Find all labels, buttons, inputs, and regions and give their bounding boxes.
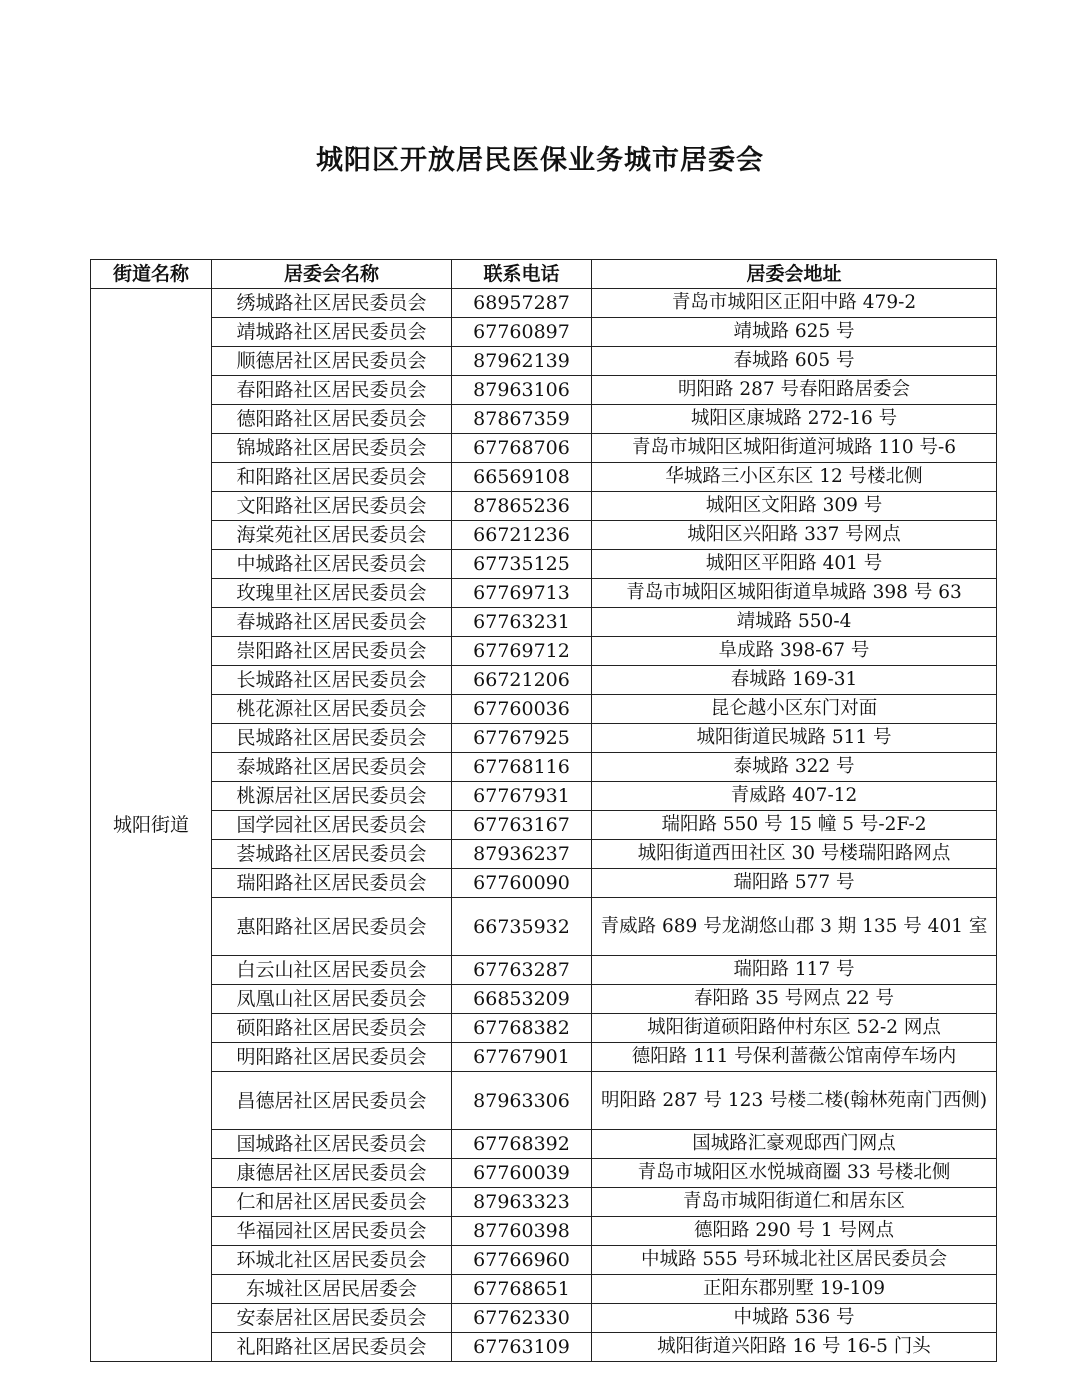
- committee-name-cell: 春城路社区居民委员会: [212, 608, 452, 637]
- address-cell: 城阳街道硕阳路仲村东区 52-2 网点: [592, 1014, 997, 1043]
- phone-cell: 87963306: [452, 1072, 592, 1130]
- committee-name-cell: 民城路社区居民委员会: [212, 724, 452, 753]
- phone-cell: 67760039: [452, 1159, 592, 1188]
- phone-cell: 67768706: [452, 434, 592, 463]
- address-cell: 靖城路 625 号: [592, 318, 997, 347]
- phone-cell: 67768392: [452, 1130, 592, 1159]
- address-cell: 靖城路 550-4: [592, 608, 997, 637]
- phone-cell: 67768651: [452, 1275, 592, 1304]
- table-row: [91, 521, 997, 550]
- phone-cell: 67767925: [452, 724, 592, 753]
- phone-cell: 66721206: [452, 666, 592, 695]
- address-cell: 泰城路 322 号: [592, 753, 997, 782]
- committee-name-cell: 泰城路社区居民委员会: [212, 753, 452, 782]
- committee-name-cell: 硕阳路社区居民委员会: [212, 1014, 452, 1043]
- table-row: [91, 289, 997, 318]
- table-row: [91, 666, 997, 695]
- phone-cell: 68957287: [452, 289, 592, 318]
- address-cell: 瑞阳路 577 号: [592, 869, 997, 898]
- phone-cell: 87963106: [452, 376, 592, 405]
- table-row: [91, 492, 997, 521]
- phone-cell: 67766960: [452, 1246, 592, 1275]
- committee-name-cell: 东城社区居民居委会: [212, 1275, 452, 1304]
- address-cell: 城阳街道兴阳路 16 号 16-5 门头: [592, 1333, 997, 1362]
- document-title: 城阳区开放居民医保业务城市居委会: [316, 145, 764, 176]
- address-cell: 华城路三小区东区 12 号楼北侧: [592, 463, 997, 492]
- committee-name-cell: 中城路社区居民委员会: [212, 550, 452, 579]
- table-row: [91, 376, 997, 405]
- address-cell: 城阳街道西田社区 30 号楼瑞阳路网点: [592, 840, 997, 869]
- committee-name-cell: 桃花源社区居民委员会: [212, 695, 452, 724]
- committee-name-cell: 惠阳路社区居民委员会: [212, 898, 452, 956]
- committee-name-cell: 锦城路社区居民委员会: [212, 434, 452, 463]
- phone-cell: 67762330: [452, 1304, 592, 1333]
- address-cell: 青岛市城阳区正阳中路 479-2: [592, 289, 997, 318]
- header-street: 街道名称: [91, 260, 212, 289]
- phone-cell: 67768116: [452, 753, 592, 782]
- header-address: 居委会地址: [592, 260, 997, 289]
- phone-cell: 67768382: [452, 1014, 592, 1043]
- phone-cell: 66853209: [452, 985, 592, 1014]
- table-row: [91, 1304, 997, 1333]
- table-row: [91, 1246, 997, 1275]
- address-cell: 春城路 605 号: [592, 347, 997, 376]
- phone-cell: 67763231: [452, 608, 592, 637]
- phone-cell: 67760897: [452, 318, 592, 347]
- phone-cell: 67767901: [452, 1043, 592, 1072]
- committee-name-cell: 明阳路社区居民委员会: [212, 1043, 452, 1072]
- phone-cell: 87760398: [452, 1217, 592, 1246]
- address-cell: 青岛市城阳区城阳街道阜城路 398 号 63: [592, 579, 997, 608]
- address-cell: 中城路 536 号: [592, 1304, 997, 1333]
- committee-name-cell: 文阳路社区居民委员会: [212, 492, 452, 521]
- table-row: [91, 782, 997, 811]
- table-row: [91, 840, 997, 869]
- table-row: [91, 695, 997, 724]
- committee-name-cell: 华福园社区居民委员会: [212, 1217, 452, 1246]
- table-row: [91, 1072, 997, 1130]
- table-row: [91, 550, 997, 579]
- table-body: [91, 289, 997, 1362]
- phone-cell: 67769712: [452, 637, 592, 666]
- committee-name-cell: 绣城路社区居民委员会: [212, 289, 452, 318]
- table-row: [91, 1014, 997, 1043]
- committee-name-cell: 顺德居社区居民委员会: [212, 347, 452, 376]
- phone-cell: 87962139: [452, 347, 592, 376]
- address-cell: 德阳路 111 号保利蔷薇公馆南停车场内: [592, 1043, 997, 1072]
- committee-name-cell: 和阳路社区居民委员会: [212, 463, 452, 492]
- residents-committee-table: [90, 259, 997, 1362]
- committee-name-cell: 靖城路社区居民委员会: [212, 318, 452, 347]
- address-cell: 城阳区平阳路 401 号: [592, 550, 997, 579]
- table-row: [91, 753, 997, 782]
- address-cell: 阜成路 398-67 号: [592, 637, 997, 666]
- phone-cell: 67767931: [452, 782, 592, 811]
- address-cell: 青威路 407-12: [592, 782, 997, 811]
- table-header-row: [91, 260, 997, 289]
- committee-name-cell: 凤凰山社区居民委员会: [212, 985, 452, 1014]
- address-cell: 国城路汇豪观邸西门网点: [592, 1130, 997, 1159]
- address-cell: 青岛市城阳区水悦城商圈 33 号楼北侧: [592, 1159, 997, 1188]
- address-cell: 春阳路 35 号网点 22 号: [592, 985, 997, 1014]
- table-row: [91, 434, 997, 463]
- committee-name-cell: 仁和居社区居民委员会: [212, 1188, 452, 1217]
- address-cell: 瑞阳路 117 号: [592, 956, 997, 985]
- street-name-cell: 城阳街道: [91, 289, 212, 1362]
- table-row: [91, 985, 997, 1014]
- table-row: [91, 1333, 997, 1362]
- table-row: [91, 463, 997, 492]
- table-row: [91, 1188, 997, 1217]
- committee-name-cell: 瑞阳路社区居民委员会: [212, 869, 452, 898]
- address-cell: 春城路 169-31: [592, 666, 997, 695]
- address-cell: 青岛市城阳区城阳街道河城路 110 号-6: [592, 434, 997, 463]
- phone-cell: 67735125: [452, 550, 592, 579]
- table-row: [91, 724, 997, 753]
- committee-name-cell: 安泰居社区居民委员会: [212, 1304, 452, 1333]
- address-cell: 中城路 555 号环城北社区居民委员会: [592, 1246, 997, 1275]
- header-phone: 联系电话: [452, 260, 592, 289]
- table-row: [91, 347, 997, 376]
- committee-name-cell: 崇阳路社区居民委员会: [212, 637, 452, 666]
- phone-cell: 87936237: [452, 840, 592, 869]
- committee-name-cell: 康德居社区居民委员会: [212, 1159, 452, 1188]
- address-cell: 明阳路 287 号春阳路居委会: [592, 376, 997, 405]
- address-cell: 德阳路 290 号 1 号网点: [592, 1217, 997, 1246]
- address-cell: 城阳区康城路 272-16 号: [592, 405, 997, 434]
- phone-cell: 67763109: [452, 1333, 592, 1362]
- table-row: [91, 608, 997, 637]
- committee-name-cell: 白云山社区居民委员会: [212, 956, 452, 985]
- address-cell: 青岛市城阳街道仁和居东区: [592, 1188, 997, 1217]
- table-row: [91, 869, 997, 898]
- table-row: [91, 318, 997, 347]
- table-row: [91, 405, 997, 434]
- phone-cell: 67760036: [452, 695, 592, 724]
- table-row: [91, 1159, 997, 1188]
- phone-cell: 66569108: [452, 463, 592, 492]
- table-row: [91, 811, 997, 840]
- phone-cell: 67763167: [452, 811, 592, 840]
- table-row: [91, 579, 997, 608]
- address-cell: 青威路 689 号龙湖悠山郡 3 期 135 号 401 室: [592, 898, 997, 956]
- table-row: [91, 956, 997, 985]
- committee-name-cell: 海棠苑社区居民委员会: [212, 521, 452, 550]
- phone-cell: 66721236: [452, 521, 592, 550]
- table-row: [91, 637, 997, 666]
- table-row: [91, 1043, 997, 1072]
- committee-name-cell: 桃源居社区居民委员会: [212, 782, 452, 811]
- phone-cell: 67769713: [452, 579, 592, 608]
- header-committee-name: 居委会名称: [212, 260, 452, 289]
- committee-name-cell: 玫瑰里社区居民委员会: [212, 579, 452, 608]
- committee-name-cell: 国学园社区居民委员会: [212, 811, 452, 840]
- phone-cell: 67760090: [452, 869, 592, 898]
- committee-name-cell: 环城北社区居民委员会: [212, 1246, 452, 1275]
- committee-name-cell: 荟城路社区居民委员会: [212, 840, 452, 869]
- table-row: [91, 1217, 997, 1246]
- committee-name-cell: 德阳路社区居民委员会: [212, 405, 452, 434]
- phone-cell: 67763287: [452, 956, 592, 985]
- phone-cell: 66735932: [452, 898, 592, 956]
- address-cell: 城阳区兴阳路 337 号网点: [592, 521, 997, 550]
- table-row: [91, 1275, 997, 1304]
- committee-name-cell: 礼阳路社区居民委员会: [212, 1333, 452, 1362]
- table-row: [91, 1130, 997, 1159]
- address-cell: 城阳街道民城路 511 号: [592, 724, 997, 753]
- address-cell: 正阳东郡别墅 19-109: [592, 1275, 997, 1304]
- committee-name-cell: 国城路社区居民委员会: [212, 1130, 452, 1159]
- table-row: [91, 898, 997, 956]
- committee-name-cell: 春阳路社区居民委员会: [212, 376, 452, 405]
- committee-name-cell: 长城路社区居民委员会: [212, 666, 452, 695]
- address-cell: 瑞阳路 550 号 15 幢 5 号-2F-2: [592, 811, 997, 840]
- address-cell: 城阳区文阳路 309 号: [592, 492, 997, 521]
- address-cell: 明阳路 287 号 123 号楼二楼(翰林苑南门西侧): [592, 1072, 997, 1130]
- committee-name-cell: 昌德居社区居民委员会: [212, 1072, 452, 1130]
- address-cell: 昆仑越小区东门对面: [592, 695, 997, 724]
- phone-cell: 87865236: [452, 492, 592, 521]
- phone-cell: 87867359: [452, 405, 592, 434]
- phone-cell: 87963323: [452, 1188, 592, 1217]
